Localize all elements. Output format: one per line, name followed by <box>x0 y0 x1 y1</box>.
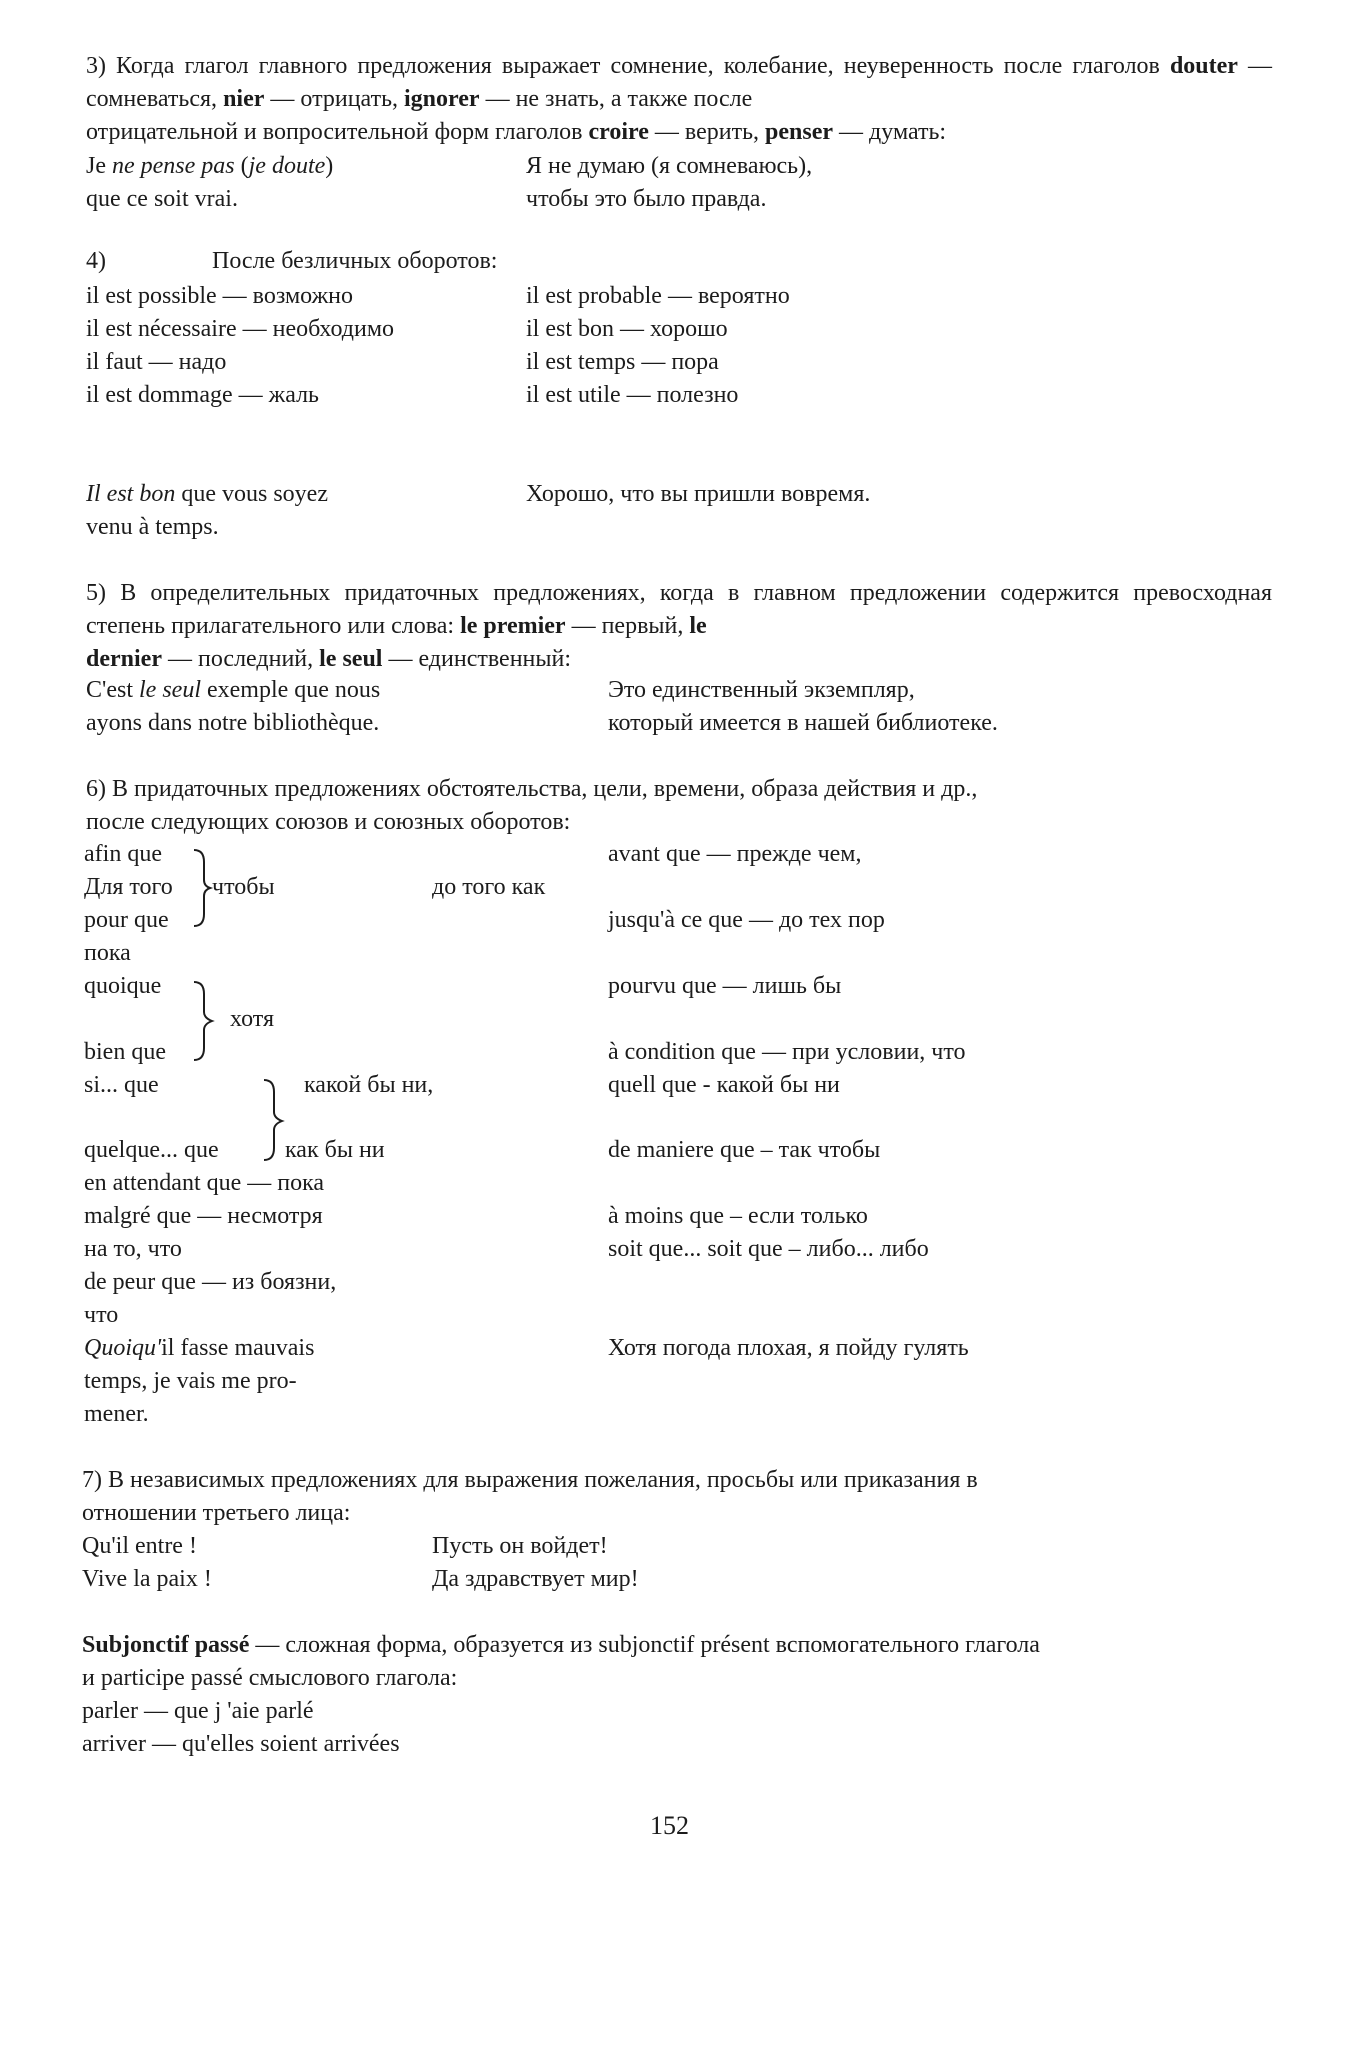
example-fr-line-1: Qu'il entre ! <box>82 1533 197 1559</box>
conj-de-maniere-que: de maniere que – так чтобы <box>608 1137 881 1163</box>
example-fr-line-1: Il est bon que vous soyez <box>86 481 328 507</box>
section-4-heading: После безличных оборотов: <box>212 248 498 274</box>
example-arriver: arriver — qu'elles soient arrivées <box>82 1731 400 1757</box>
section-3-paragraph: 3) Когда глагол главного предложения выражает сомнение, колебание, неуверенность после глаголов douter — сомневаться, nier — отрицать, ignorer — не знать, а также после отрицательной и вопросительной форм глаголов croire — верить, penser — думать: <box>86 53 1273 145</box>
example-ru-line-1: Пусть он войдет! <box>432 1533 608 1559</box>
conj-chto: что <box>84 1302 119 1328</box>
impersonal-left-4: il est dommage — жаль <box>86 382 320 408</box>
conj-kakoy-by-ni: какой бы ни, <box>304 1072 434 1098</box>
example-fr-line-3: mener. <box>84 1401 149 1427</box>
example-fr-line-1: C'est le seul exemple que nous <box>86 677 381 703</box>
example-fr-line-2: que ce soit vrai. <box>86 186 238 212</box>
conj-a-moins-que: à moins que – если только <box>608 1203 868 1229</box>
conj-hotya: хотя <box>230 1006 274 1032</box>
example-fr-line-2: ayons dans notre bibliothèque. <box>86 710 380 736</box>
conj-afin-que: afin que <box>84 841 162 867</box>
brace-hotya <box>192 978 218 1064</box>
example-ru-line-2: который имеется в нашей библиотеке. <box>608 710 998 736</box>
conj-jusqu-a-ce-que: jusqu'à ce que — до тех пор <box>608 907 885 933</box>
example-ru-line: Хотя погода плохая, я пойду гулять <box>608 1335 969 1361</box>
conj-a-condition-que: à condition que — при условии, что <box>608 1039 966 1065</box>
conj-avant-que: avant que — прежде чем, <box>608 841 862 867</box>
example-fr-line-1: Quoiqu'il fasse mauvais <box>84 1335 315 1361</box>
conj-pour-que: pour que <box>84 907 169 933</box>
conj-pourvu-que: pourvu que — лишь бы <box>608 973 842 999</box>
section-4-number: 4) <box>86 248 106 274</box>
example-ru-line: Хорошо, что вы пришли вовремя. <box>526 481 871 507</box>
conj-de-peur-que: de peur que — из боязни, <box>84 1269 337 1295</box>
section-6-paragraph: 6) В придаточных предложениях обстоятельства, цели, времени, образа действия и др., после следующих союзов и союзных оборотов: <box>86 776 978 835</box>
impersonal-right-2: il est bon — хорошо <box>526 316 728 342</box>
conj-bien-que: bien que <box>84 1039 166 1065</box>
section-5-paragraph: 5) В определительных придаточных предложениях, когда в главном предложении содержится превосходная степень прилагательного или слова: le premier — первый, le dernier — последний, le seul — единственный: <box>86 580 1272 672</box>
conj-kak-by-ni: как бы ни <box>285 1137 385 1163</box>
conj-si-que: si... que <box>84 1072 159 1098</box>
conj-chtoby: чтобы <box>212 874 275 900</box>
conj-na-to-chto: на то, что <box>84 1236 182 1262</box>
impersonal-right-4: il est utile — полезно <box>526 382 739 408</box>
impersonal-left-2: il est nécessaire — необходимо <box>86 316 395 342</box>
example-ru-line-1: Это единственный экземпляр, <box>608 677 915 703</box>
example-ru-line-1: Я не думаю (я сомневаюсь), <box>526 153 813 179</box>
conj-poka: пока <box>84 940 131 966</box>
example-ru-line-2: чтобы это было правда. <box>526 186 767 212</box>
conj-quell-que: quell que - какой бы ни <box>608 1072 840 1098</box>
conj-do-togo-kak: до того как <box>432 874 546 900</box>
impersonal-left-3: il faut — надо <box>86 349 227 375</box>
example-ru-line-2: Да здравствует мир! <box>432 1566 639 1592</box>
brace-pour-que <box>192 846 214 930</box>
conj-malgre-que: malgré que — несмотря <box>84 1203 323 1229</box>
example-fr-line-2: Vive la paix ! <box>82 1566 212 1592</box>
example-parler: parler — que j 'aie parlé <box>82 1698 314 1724</box>
conj-quoique: quoique <box>84 973 162 999</box>
brace-kakoy <box>262 1076 288 1164</box>
conj-soit-que: soit que... soit que – либо... либо <box>608 1236 929 1262</box>
impersonal-right-3: il est temps — пора <box>526 349 719 375</box>
example-fr-line-1: Je ne pense pas (je doute) <box>86 153 334 179</box>
example-fr-line-2: venu à temps. <box>86 514 219 540</box>
conj-quelque-que: quelque... que <box>84 1137 219 1163</box>
impersonal-left-1: il est possible — возможно <box>86 283 353 309</box>
page-number: 152 <box>650 1811 689 1840</box>
subjonctif-passe-paragraph: Subjonctif passé — сложная форма, образуется из subjonctif présent вспомогательного глагола и participe passé смыслового глагола: <box>82 1632 1040 1691</box>
conj-dlya-togo: Для того <box>84 874 173 900</box>
section-7-paragraph: 7) В независимых предложениях для выражения пожелания, просьбы или приказания в отношении третьего лица: <box>82 1467 978 1526</box>
conj-en-attendant: en attendant que — пока <box>84 1170 325 1196</box>
impersonal-right-1: il est probable — вероятно <box>526 283 790 309</box>
example-fr-line-2: temps, je vais me pro- <box>84 1368 297 1394</box>
